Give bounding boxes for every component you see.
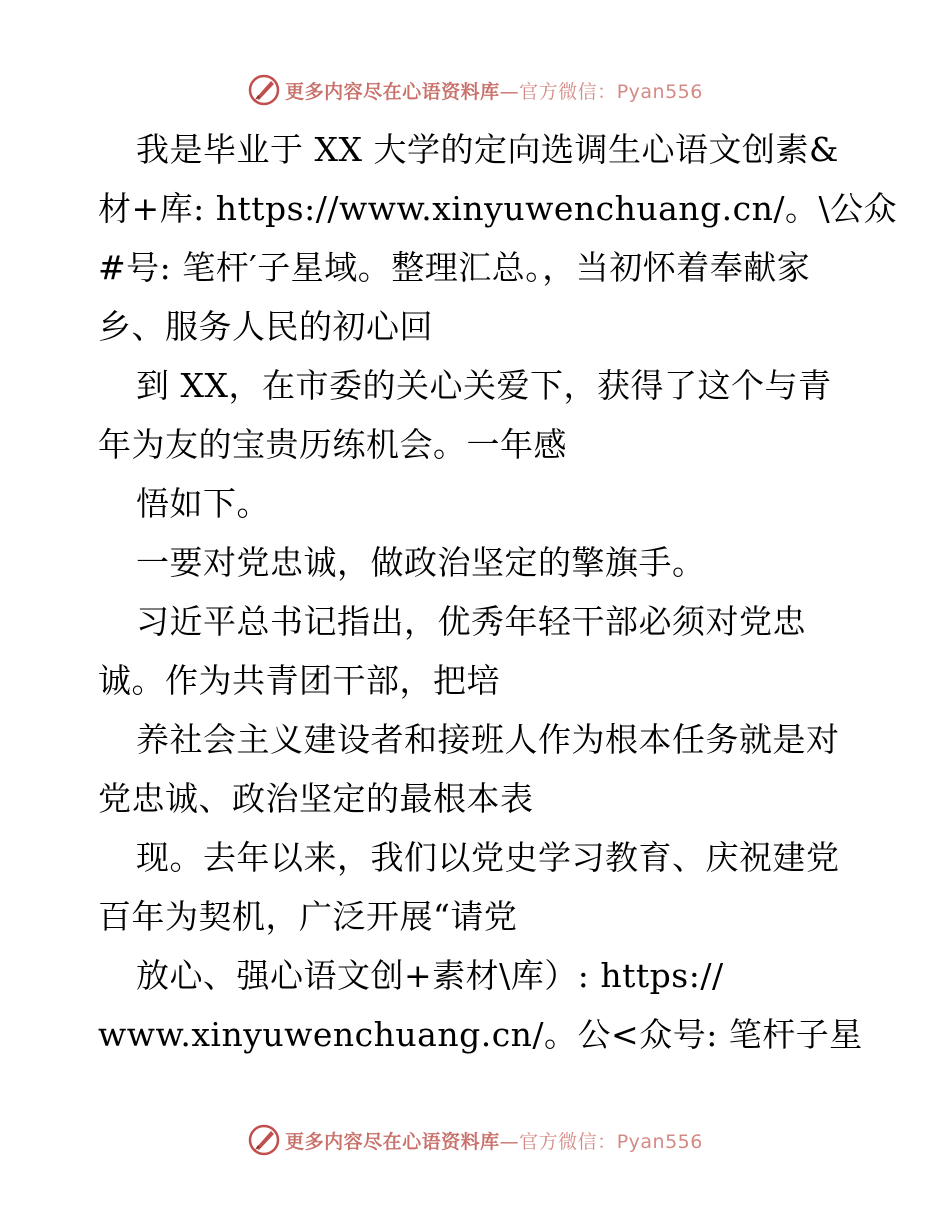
paragraph-line: 到 XX，在市委的关心关爱下，获得了这个与青 xyxy=(136,366,832,405)
paragraph-line: 诚。作为共青团干部，把培 xyxy=(98,661,500,700)
paragraph-line: 百年为契机，广泛开展“请党 xyxy=(98,897,518,936)
watermark-text: 更多内容尽在心语资料库—官方微信：Pyan556 xyxy=(285,80,703,103)
quill-pen-logo-icon xyxy=(247,73,281,107)
document-body xyxy=(98,120,898,1064)
paragraph-line: 放心、强心语文创+素材\库）: https:// xyxy=(136,956,724,995)
paragraph-line: 党忠诚、政治坚定的最根本表 xyxy=(98,779,534,818)
paragraph-line: 材+库: https://www.xinyuwenchuang.cn/。\公众 xyxy=(98,189,898,228)
paragraph-line: 乡、服务人民的初心回 xyxy=(98,307,433,346)
paragraph-line: 养社会主义建设者和接班人作为根本任务就是对 xyxy=(136,720,840,759)
paragraph-line: www.xinyuwenchuang.cn/。公<众号: 笔杆子星 xyxy=(98,1015,863,1054)
paragraph-line: 悟如下。 xyxy=(136,484,270,523)
paragraph-line: 我是毕业于 XX 大学的定向选调生心语文创素& xyxy=(136,130,839,169)
quill-pen-logo-icon xyxy=(247,1123,281,1157)
section-heading: 一要对党忠诚，做政治坚定的擎旗手。 xyxy=(136,543,706,582)
watermark-text: 更多内容尽在心语资料库—官方微信：Pyan556 xyxy=(285,1130,703,1153)
paragraph-line: 现。去年以来，我们以党史学习教育、庆祝建党 xyxy=(136,838,840,877)
paragraph-line: 习近平总书记指出，优秀年轻干部必须对党忠 xyxy=(136,602,806,641)
paragraph-line: #号: 笔杆′子星域。整理汇总。，当初怀着奉献家 xyxy=(98,248,811,287)
paragraph-line: 年为友的宝贵历练机会。一年感 xyxy=(98,425,567,464)
footer-watermark xyxy=(0,1120,950,1160)
header-watermark xyxy=(0,70,950,110)
